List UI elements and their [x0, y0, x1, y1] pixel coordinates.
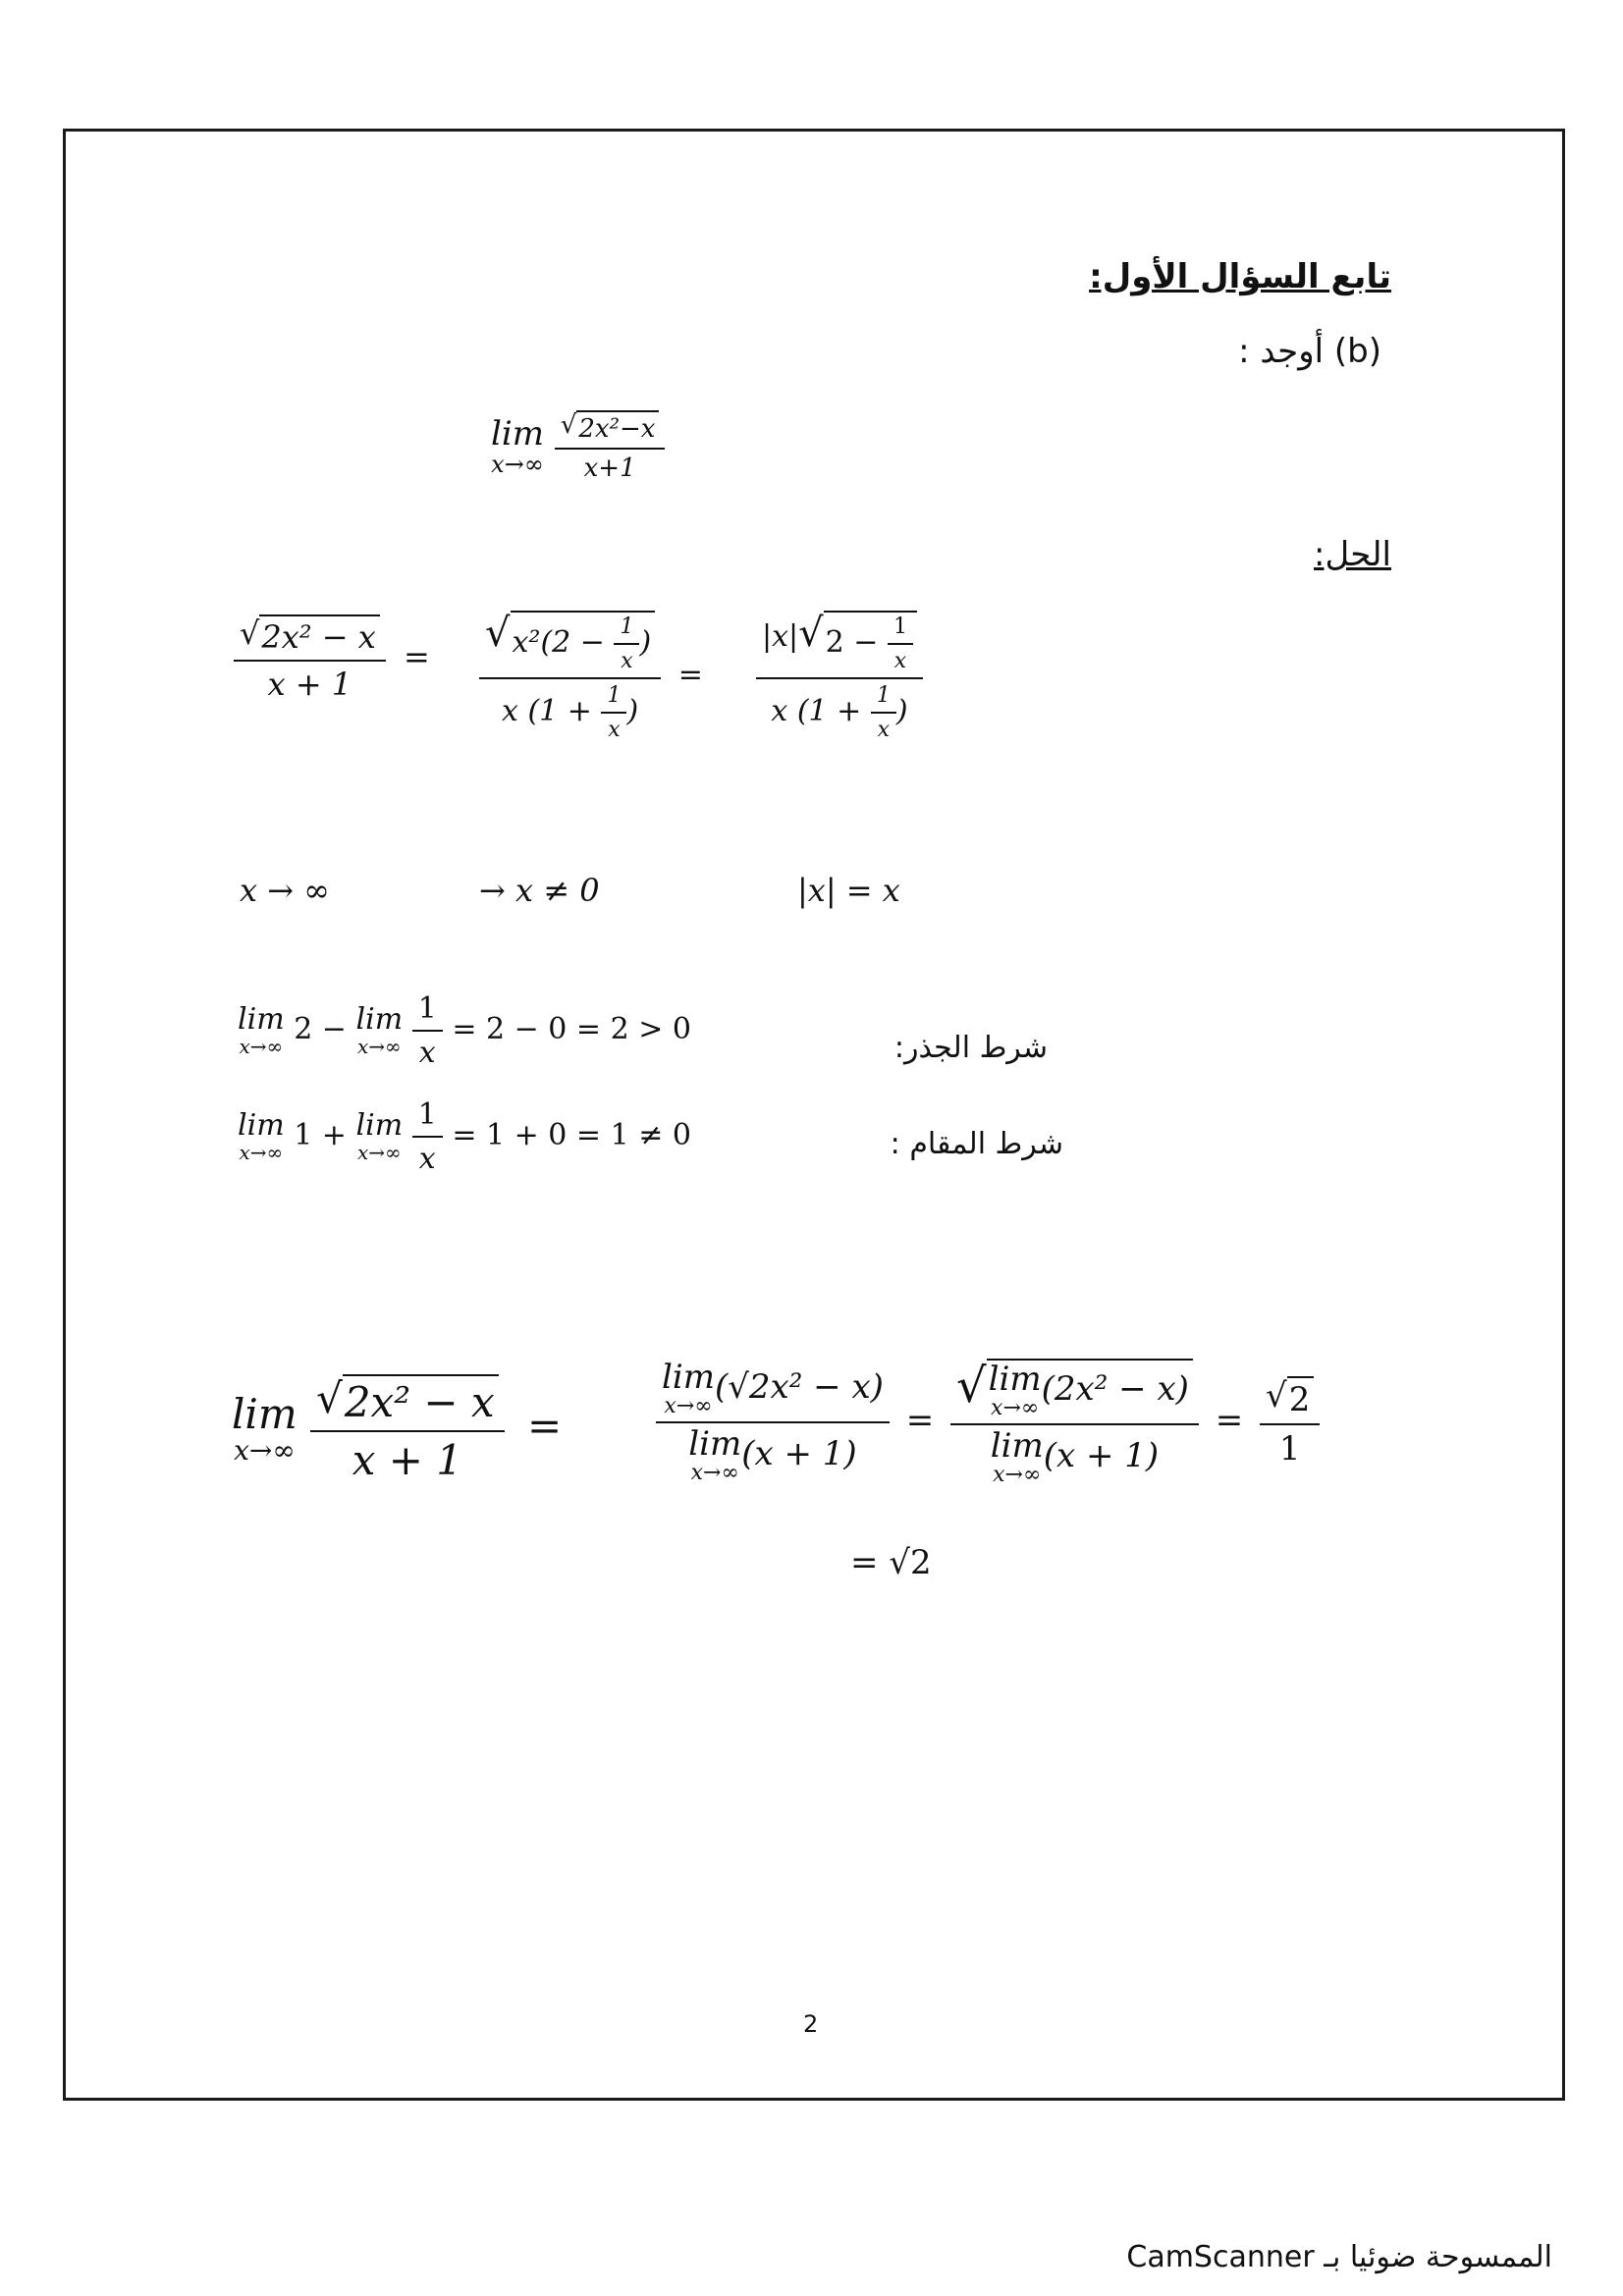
problem-fraction: √ 2x²−x x+1: [555, 410, 666, 483]
step2-x-nonzero: → x ≠ 0: [479, 872, 600, 909]
problem-limit: lim x→∞: [491, 414, 544, 478]
condition-root-expression: lim x→∞ 2 − lim x→∞ $\frac{1}{x}$ = 2 − 0 = 2 > 0: [238, 991, 691, 1070]
step1-frac-b: √ x²(2 − $\frac{1}{x}$ ) x (1 + $\frac{1}{x}$ ) =: [479, 611, 703, 742]
step1-frac-c: |x| √ 2 − $\frac{1}{x}$ x (1 + $\frac{1}{x}$ ): [756, 611, 923, 742]
final-lhs: lim x→∞ √ 2x² − x x + 1 =: [232, 1374, 563, 1484]
step2-x-to-infinity: x → ∞: [240, 872, 330, 909]
section-title: تابع السؤال الأول:: [1089, 257, 1391, 296]
camscanner-footer: الممسوحة ضوئيا بـ CamScanner: [1126, 2240, 1552, 2274]
condition-denominator-label: شرط المقام :: [890, 1127, 1063, 1161]
page-number: 2: [803, 2010, 819, 2038]
solution-label: الحل:: [1314, 535, 1391, 574]
step2-abs-x: |x| = x: [797, 872, 900, 909]
step1-frac-a: √ 2x² − x x + 1 =: [234, 614, 430, 703]
problem-expression: [491, 410, 665, 483]
final-middle: lim x→∞ (√2x² − x) lim x→∞ (x + 1) = √ lim x→∞ (2x² − x) lim x→∞ (x + 1) = √ 2 1: [656, 1359, 1320, 1486]
condition-denominator-expression: lim x→∞ 1 + lim x→∞ $\frac{1}{x}$ = 1 + 0 = 1 ≠ 0: [238, 1097, 691, 1176]
final-result: = √2: [850, 1543, 932, 1582]
condition-root-label: شرط الجذر:: [893, 1031, 1048, 1065]
question-part: (b) أوجد :: [1238, 332, 1381, 371]
